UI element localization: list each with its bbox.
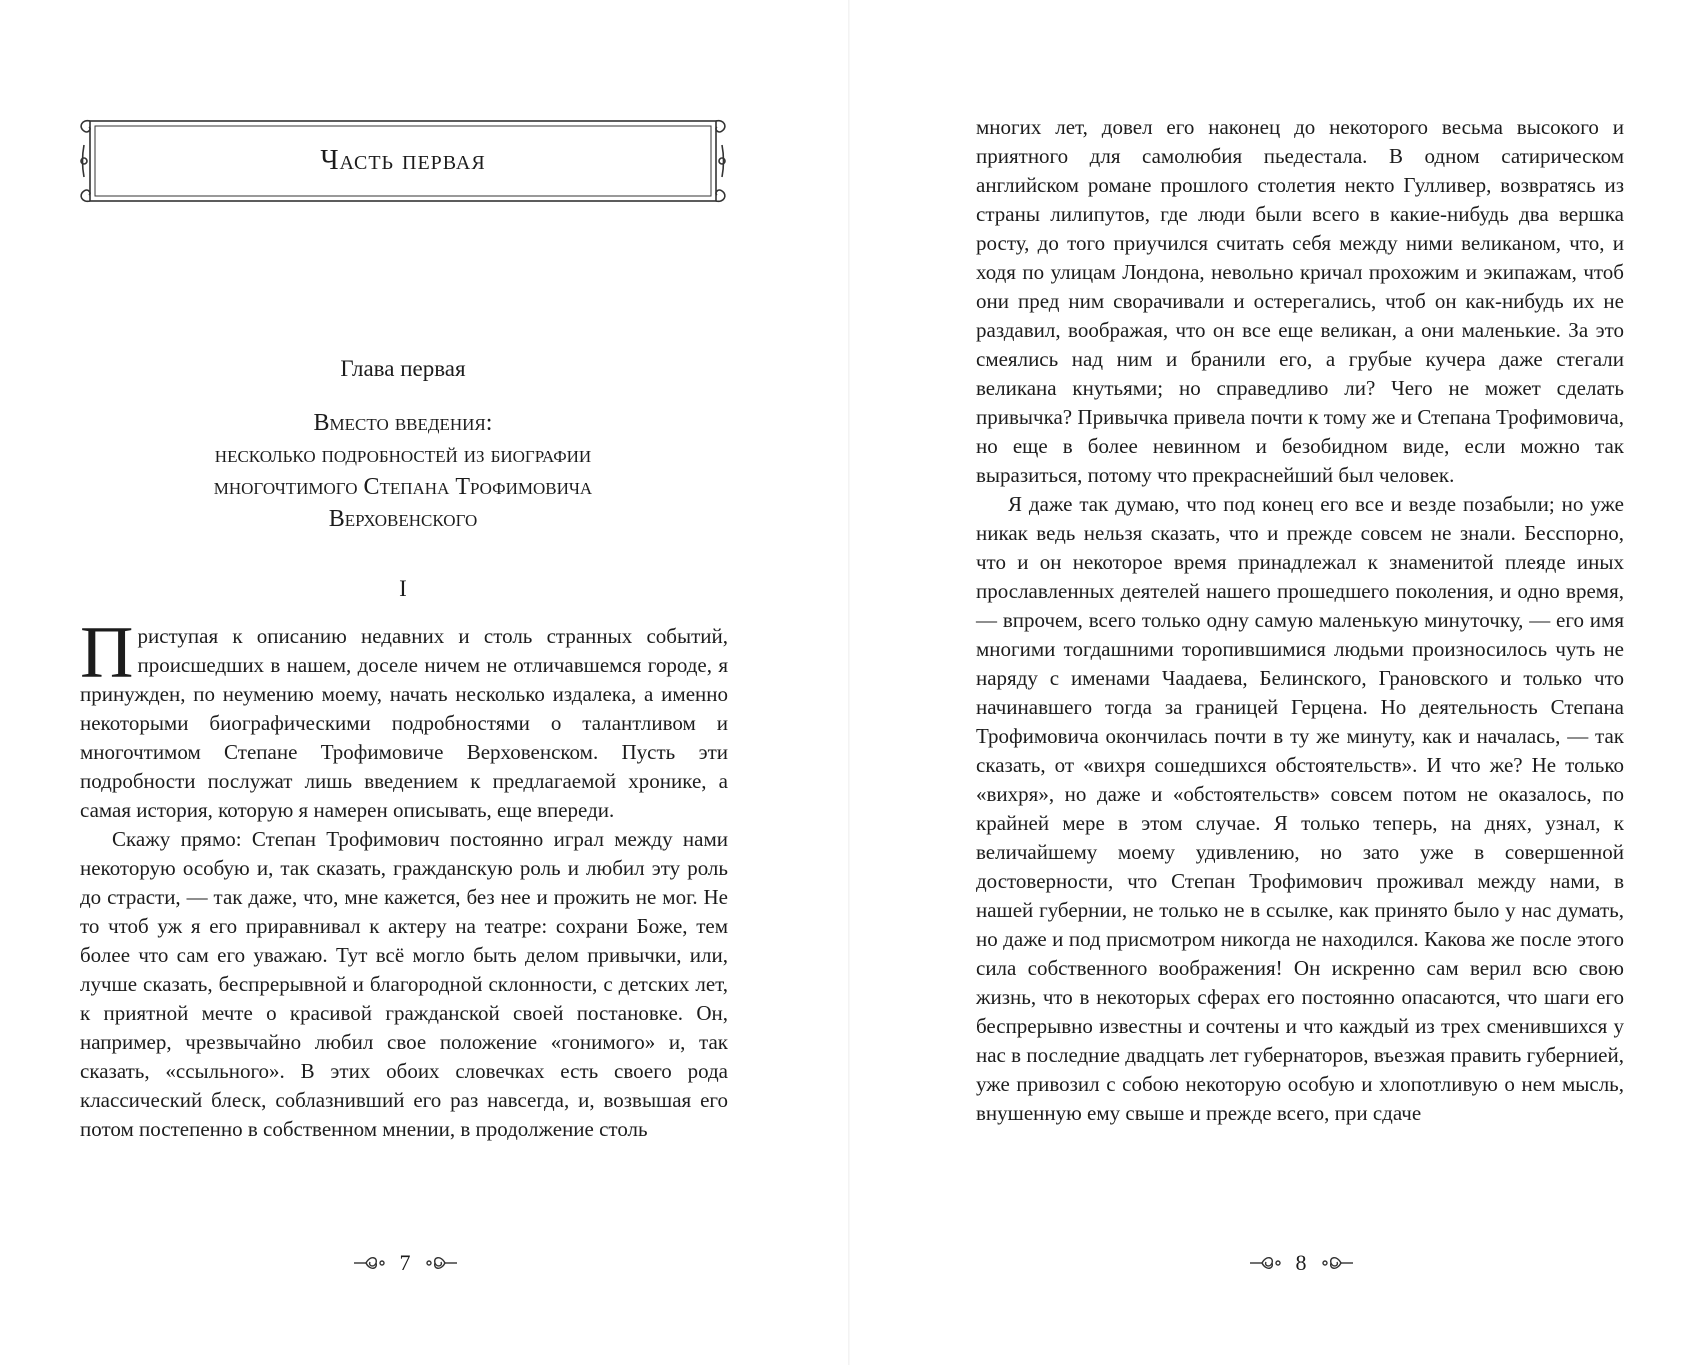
section-number: I (399, 576, 407, 601)
page-folio (340, 1248, 470, 1278)
paragraph: многих лет, довел его наконец до некоторого весьма высокого и приятного для самолюбия пьедестала. В одном сатирическом английском романе прошлого столетия некто Гулливер, возвратясь из страны лилипутов, где люди были всего в какие-нибудь два вершка росту, до того приучился считать себя между ними великаном, что, и ходя по улицам Лондона, невольно кричал прохожим и экипажам, чтоб они пред ним сворачивали и остерегались, чтоб он как-нибудь их не раздавил, воображая, что он все еще великан, а они маленькие. За это смеялись над ним и бранили его, а грубые кучера даже стегали великана кнутьями; но справедливо ли? Чего не может сделать привычка? Привычка привела почти к тому же и Степана Трофимовича, но еще в более невинном и безобидном виде, если можно так выразиться, потому что прекраснейший был человек. (976, 115, 1624, 487)
fleuron-right-icon (1321, 1254, 1355, 1272)
subtitle-line: несколько подробностей из биографии (214, 442, 592, 468)
part-title: Часть первая (320, 145, 486, 176)
fleuron-left-icon (352, 1254, 386, 1272)
subtitle-line: Вместо введения: (313, 410, 493, 436)
subtitle-line: Верховенского (328, 506, 478, 532)
paragraph: Скажу прямо: Степан Трофимович постоянно играл между нами некоторую особую и, так сказать, гражданскую роль и любил эту роль до страсти, — так даже, что, мне кажется, без нее и прожить не мог. Не то чтоб уж я его приравнивал к актеру на театре: сохрани Боже, тем более что сам его уважаю. Тут всё могло быть делом привычки, или, лучше сказать, беспрерывной и благородной склонности, с детских лет, к приятной мечте о красивой гражданской своей постановке. Он, например, чрезвычайно любил свое положение «гонимого» и, так сказать, «ссыльного». В этих обоих словечках есть своего рода классический блеск, соблазнивший его раз навсегда, и, возвышая его потом постепенно в собственном мнении, в продолжение столь (80, 827, 728, 1141)
paragraph: Я даже так думаю, что под конец его все и везде позабыли; но уже никак ведь нельзя сказать, что и прежде совсем не знали. Бесспорно, что и он некоторое время принадлежал к знаменитой плеяде иных прославленных деятелей нашего прошедшего поколения, и одно время, — впрочем, всего только одну самую маленькую минуточку, — его имя многими тогдашними торопившимися людьми произносилось чуть не наряду с именами Чаадаева, Белинского, Грановского и только что начинавшего тогда за границей Герцена. Но деятельность Степана Трофимовича окончилась почти в ту же минуту, как и началась, — так сказать, от «вихря сошедшихся обстоятельств». И что же? Не только «вихря», но даже и «обстоятельств» совсем потом не оказалось, по крайней мере в этом случае. Я только теперь, на днях, узнал, к величайшему моему удивлению, но зато уже в совершенной достоверности, что Степан Трофимович проживал между нами, в нашей губернии, не только не в ссылке, как принято было у нас думать, но даже и под присмотром никогда не находился. Какова же после этого сила собственного воображения! Он искренно сам верил всю свою жизнь, что в некоторых сферах его постоянно опасаются, что шаги его беспрерывно известны и сочтены и что каждый из трех сменившихся у нас в последние двадцать лет губернаторов, въезжая править губернией, уже привозил с собою некоторую особую и хлопотливую о нем мысль, внушенную ему свыше и прежде всего, при сдаче (976, 492, 1624, 1125)
chapter-title: Глава первая (340, 356, 466, 381)
right-body-text (976, 113, 1624, 1128)
part-title-frame (80, 115, 726, 207)
chapter-subtitle (80, 407, 726, 535)
fleuron-left-icon (1248, 1254, 1282, 1272)
left-body-text (80, 612, 728, 1144)
subtitle-line: многочтимого Степана Трофимовича (213, 474, 593, 500)
paragraph (80, 612, 728, 825)
page-folio (1236, 1248, 1366, 1278)
page-number: 7 (399, 1250, 411, 1275)
page-number: 8 (1295, 1250, 1307, 1275)
fleuron-right-icon (425, 1254, 459, 1272)
drop-cap: П (80, 612, 134, 694)
paragraph-text: риступая к описанию недавних и столь странных событий, происшедших в нашем, доселе ничем не отличавшемся городе, я принужден, по неумению моему, начать несколько издалека, а именно некоторыми биографическими подробностями о талантливом и многочтимом Степане Трофимовиче Верховенском. Пусть эти подробности послужат лишь введением к предлагаемой хронике, а самая история, которую я намерен описывать, еще впереди. (80, 624, 728, 822)
